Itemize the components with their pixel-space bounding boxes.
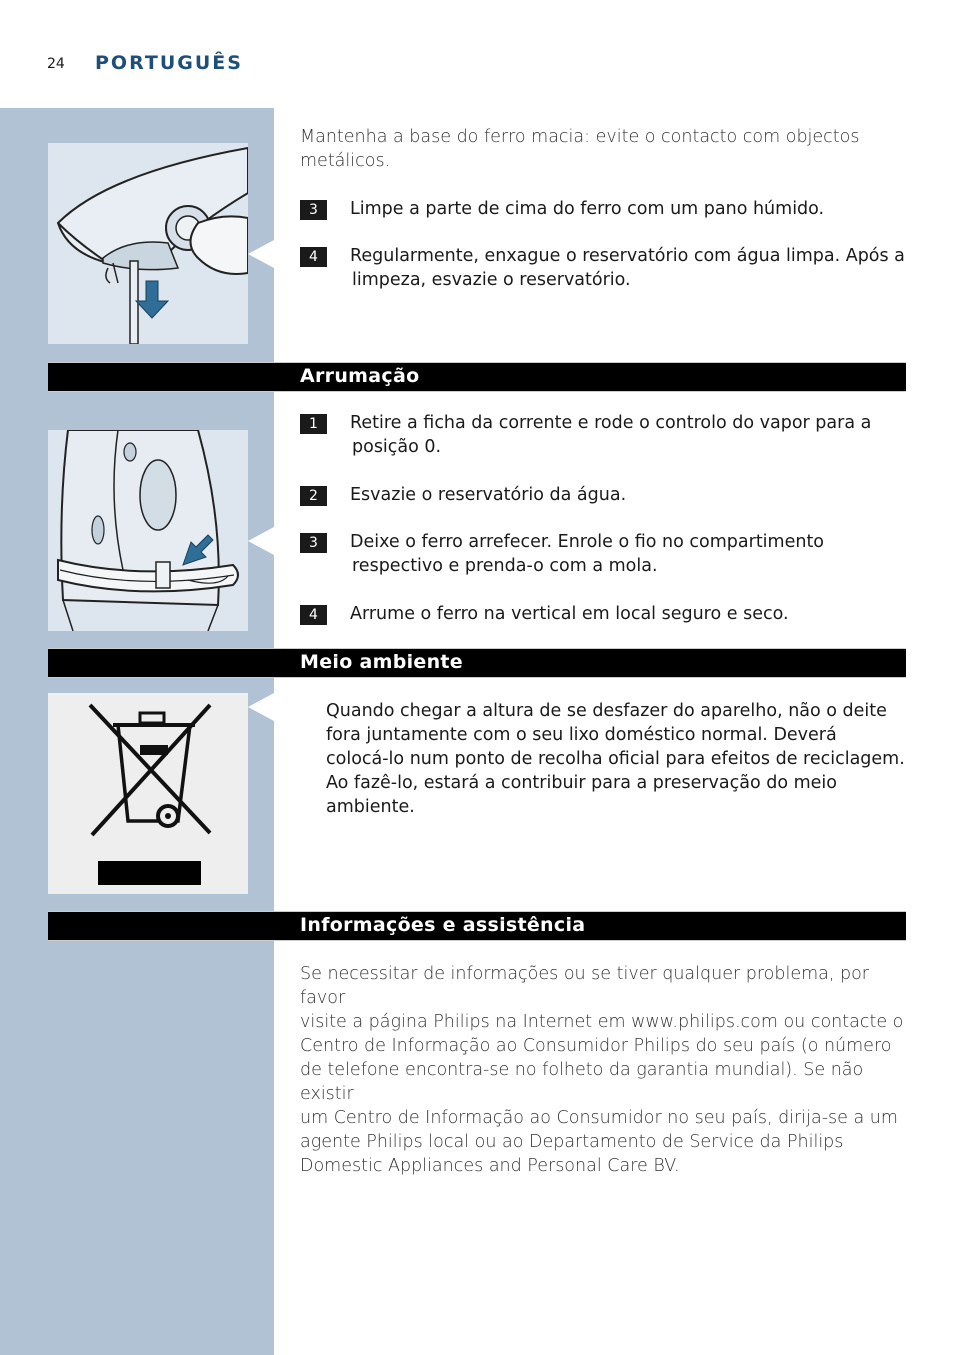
- iron-cleaning-illustration: [48, 143, 248, 344]
- step-number: 3: [300, 200, 327, 220]
- step-text: Esvazie o reservatório da água.: [350, 485, 627, 505]
- step-text: Arrume o ferro na vertical em local seguro e seco.: [350, 604, 789, 624]
- page-number: 24: [47, 56, 65, 72]
- callout-pointer: [248, 527, 274, 555]
- step-text: Deixe o ferro arrefecer. Enrole o fio no compartimento respectivo e prenda-o com a mola.: [350, 532, 825, 576]
- iron-storage-illustration: [48, 430, 248, 631]
- step-text: Regularmente, enxague o reservatório com água limpa. Após a limpeza, esvazie o reservatório.: [350, 246, 905, 290]
- section-bar-storage: [48, 362, 906, 392]
- section-title: Arrumação: [300, 365, 420, 387]
- step-text: Retire a ficha da corrente e rode o controlo do vapor para a posição 0.: [350, 413, 872, 457]
- environment-text: Quando chegar a altura de se desfazer do aparelho, não o deite fora juntamente com o seu lixo doméstico normal. Deverá colocá-lo num ponto de recolha oficial para efeitos de reciclagem. Ao fazê-lo, estará a contribuir para a preservação do meio ambiente.: [326, 701, 905, 817]
- step-number: 4: [300, 605, 327, 625]
- callout-pointer: [248, 240, 274, 268]
- section-title: Meio ambiente: [300, 651, 463, 673]
- section-title: Informações e assistência: [300, 914, 586, 936]
- section-bar-environment: [48, 648, 906, 678]
- section-bar-info: [48, 911, 906, 941]
- step-number: 3: [300, 533, 327, 553]
- language-title: PORTUGUÊS: [95, 52, 243, 74]
- step-number: 1: [300, 414, 327, 434]
- step-number: 2: [300, 486, 327, 506]
- iron-storage-drawing: [48, 430, 248, 631]
- maintenance-intro: Mantenha a base do ferro macia: evite o contacto com objectos metálicos.: [300, 127, 860, 171]
- iron-cleaning-drawing: [48, 143, 248, 344]
- step-number: 4: [300, 247, 327, 267]
- callout-pointer: [248, 693, 274, 721]
- crossed-bin-icon: [48, 693, 248, 894]
- info-text: Se necessitar de informações ou se tiver qualquer problema, por favor visite a página Philips na Internet em www.philips.com ou contacte o Centro de Informação ao Consumidor Philips do seu país (o número de telefone encontra-se no folheto da garantia mundial). Se não existir um Centro de Informação ao Consumidor no seu país, dirija-se a um agente Philips local ou ao Departamento de Service da Philips Domestic Appliances and Personal Care BV.: [300, 964, 904, 1176]
- weee-bin-illustration: [48, 693, 248, 894]
- step-text: Limpe a parte de cima do ferro com um pano húmido.: [350, 199, 825, 219]
